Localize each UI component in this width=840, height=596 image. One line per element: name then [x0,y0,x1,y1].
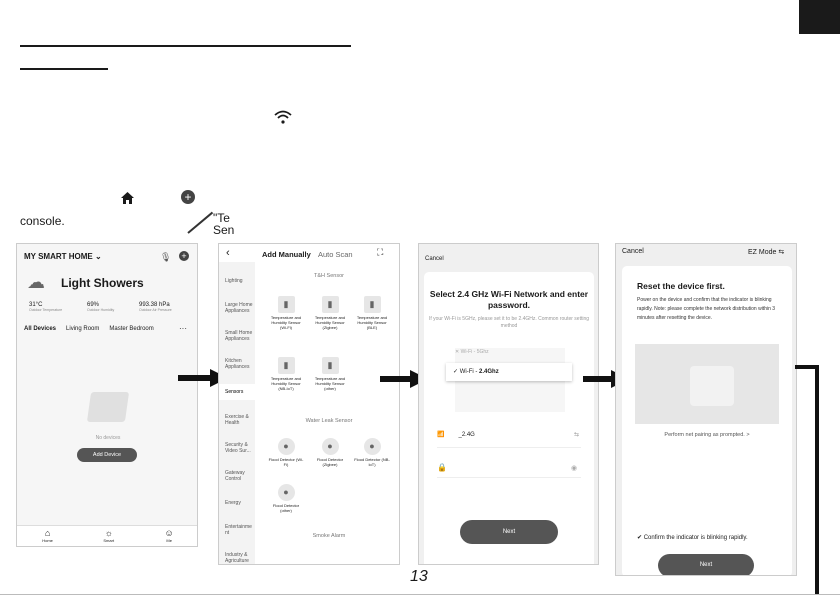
droplet-icon: ● [278,438,295,455]
screen-reset-device [615,243,797,576]
nav-home[interactable]: ⌂ Home [42,528,53,543]
subheading-rule [20,68,108,70]
mode-selector[interactable]: EZ Mode ⇆ [748,249,785,256]
thermometer-icon: ▮ [322,357,339,374]
callout-text: "Te Sen [213,211,235,237]
corner-tab [799,0,840,34]
back-icon[interactable]: ‹ [226,247,230,259]
device-illustration [635,344,779,424]
category-item[interactable]: Exercise & Health [225,414,249,426]
home-icon: ⌂ [44,528,51,538]
thermometer-icon: ▮ [278,296,295,313]
sun-icon: ☼ [104,528,113,538]
device-tile[interactable]: ▮ Temperature and Humidity Sensor (Zigbee) [312,296,348,330]
add-device-button[interactable]: Add Device [77,448,137,462]
network-24ghz[interactable]: ✓ Wi-Fi - 2.4Ghz [446,363,572,381]
console-text: console. [20,214,65,228]
category-sidebar [219,262,255,565]
eye-icon[interactable]: ◉ [571,465,578,472]
tab-living-room[interactable]: Living Room [66,326,100,332]
network-5ghz: ✕ Wi-Fi - 5Ghz [455,349,489,355]
category-item[interactable]: Kitchen Appliances [225,358,250,370]
device-image [690,366,734,406]
device-tile[interactable]: ▮ Temperature and Humidity Sensor (BLE) [354,296,390,330]
cancel-link[interactable]: Cancel [425,256,444,262]
empty-box-illustration [87,392,129,422]
check-circle-icon: ✔ [637,535,644,541]
thermometer-icon: ▮ [278,357,295,374]
flow-connector [795,365,819,595]
category-item[interactable]: Entertainme nt [225,524,252,536]
thermometer-icon: ▮ [364,296,381,313]
switch-icon[interactable]: ⇆ [574,432,580,438]
heading-rule [20,45,351,47]
no-devices-text: No devices [95,435,121,441]
bottom-rule [0,594,840,595]
device-tile[interactable]: ● Flood Detector (Wi-Fi) [268,438,304,467]
scan-icon[interactable]: ⛶ [377,247,384,257]
temperature-stat: 31°C Outdoor Temperature [29,302,63,312]
callout-pointer [187,212,213,234]
device-tile[interactable]: ● Flood Detector (NB-IoT) [354,438,390,467]
category-item[interactable]: Industry & Agriculture [225,552,249,564]
screen-add-device [218,243,400,565]
category-item[interactable]: Lighting [225,278,243,284]
category-item[interactable]: Small Home Appliances [225,330,253,342]
droplet-icon: ● [322,438,339,455]
screen-wifi-select [418,243,599,565]
wifi-heading: Select 2.4 GHz Wi-Fi Network and enter password. [429,289,589,310]
divider [437,447,581,448]
category-item[interactable]: Gateway Control [225,470,245,482]
tab-auto-scan[interactable]: Auto Scan [318,250,353,259]
page-number: 13 [410,568,428,585]
more-icon[interactable]: ··· [179,324,187,333]
screen-home [16,243,198,547]
category-item[interactable]: Large Home Appliances [225,302,253,314]
pairing-link[interactable]: Perform net pairing as prompted. > [664,432,750,438]
wifi-subtext: If your Wi-Fi is 5GHz, please set it to be 2.4GHz. Common router setting method [428,316,590,329]
section-title: Water Leak Sensor [305,418,353,424]
section-title: Smoke Alarm [312,533,346,539]
add-icon[interactable]: + [179,251,189,261]
reset-heading: Reset the device first. [637,281,725,291]
lock-icon: 🔒 [437,463,447,472]
tab-add-manually[interactable]: Add Manually [262,250,311,259]
weather-text: Light Showers [61,276,144,290]
add-circle-icon: + [181,190,195,204]
divider [437,477,581,478]
thermometer-icon: ▮ [322,296,339,313]
section-title: T&H Sensor [314,273,344,279]
device-tile[interactable]: ▮ Temperature and Humidity Sensor (Wi-Fi) [268,296,304,330]
profile-icon: ☺ [164,528,174,538]
next-button[interactable]: Next [658,554,754,576]
droplet-icon: ● [278,484,295,501]
ssid-field[interactable]: 📶 _2.4G [437,432,475,438]
device-tile[interactable]: ▮ Temperature and Humidity Sensor (NB-IoT) [268,357,304,391]
device-tile[interactable]: ● Flood Detector (other) [268,484,304,513]
rain-cloud-icon: ☁ [27,272,45,292]
microphone-icon[interactable]: 🎙 [160,252,172,262]
humidity-stat: 69% Outdoor Humidity [87,302,115,312]
next-button[interactable]: Next [460,520,558,544]
home-icon [121,192,134,204]
room-tabs [24,326,154,332]
device-tile[interactable]: ▮ Temperature and Humidity Sensor (other) [312,357,348,391]
reset-instructions: Power on the device and confirm that the indicator is blinking rapidly. Note: please complete the network distribution within 3 minutes after resetting the device. [637,297,776,321]
category-item-selected[interactable]: Sensors [219,384,255,400]
tab-master-bedroom[interactable]: Master Bedroom [109,326,154,332]
wifi-icon [274,110,292,124]
nav-smart[interactable]: ☼ Smart [103,528,115,543]
droplet-icon: ● [364,438,381,455]
cancel-link[interactable]: Cancel [622,248,644,255]
tab-all-devices[interactable]: All Devices [24,326,57,332]
confirm-checkbox[interactable]: ✔ Confirm the indicator is blinking rapidly. [637,535,748,541]
home-title[interactable]: MY SMART HOME ⌄ [24,252,102,261]
nav-me[interactable]: ☺ Me [164,528,174,543]
category-item[interactable]: Energy [225,500,241,506]
category-item[interactable]: Security & Video Sur... [225,442,251,454]
pressure-stat: 993.38 hPa Outdoor Air Pressure [139,302,172,312]
wifi-icon: 📶 [437,432,445,438]
bottom-nav [17,525,198,547]
device-tile[interactable]: ● Flood Detector (Zigbee) [312,438,348,467]
